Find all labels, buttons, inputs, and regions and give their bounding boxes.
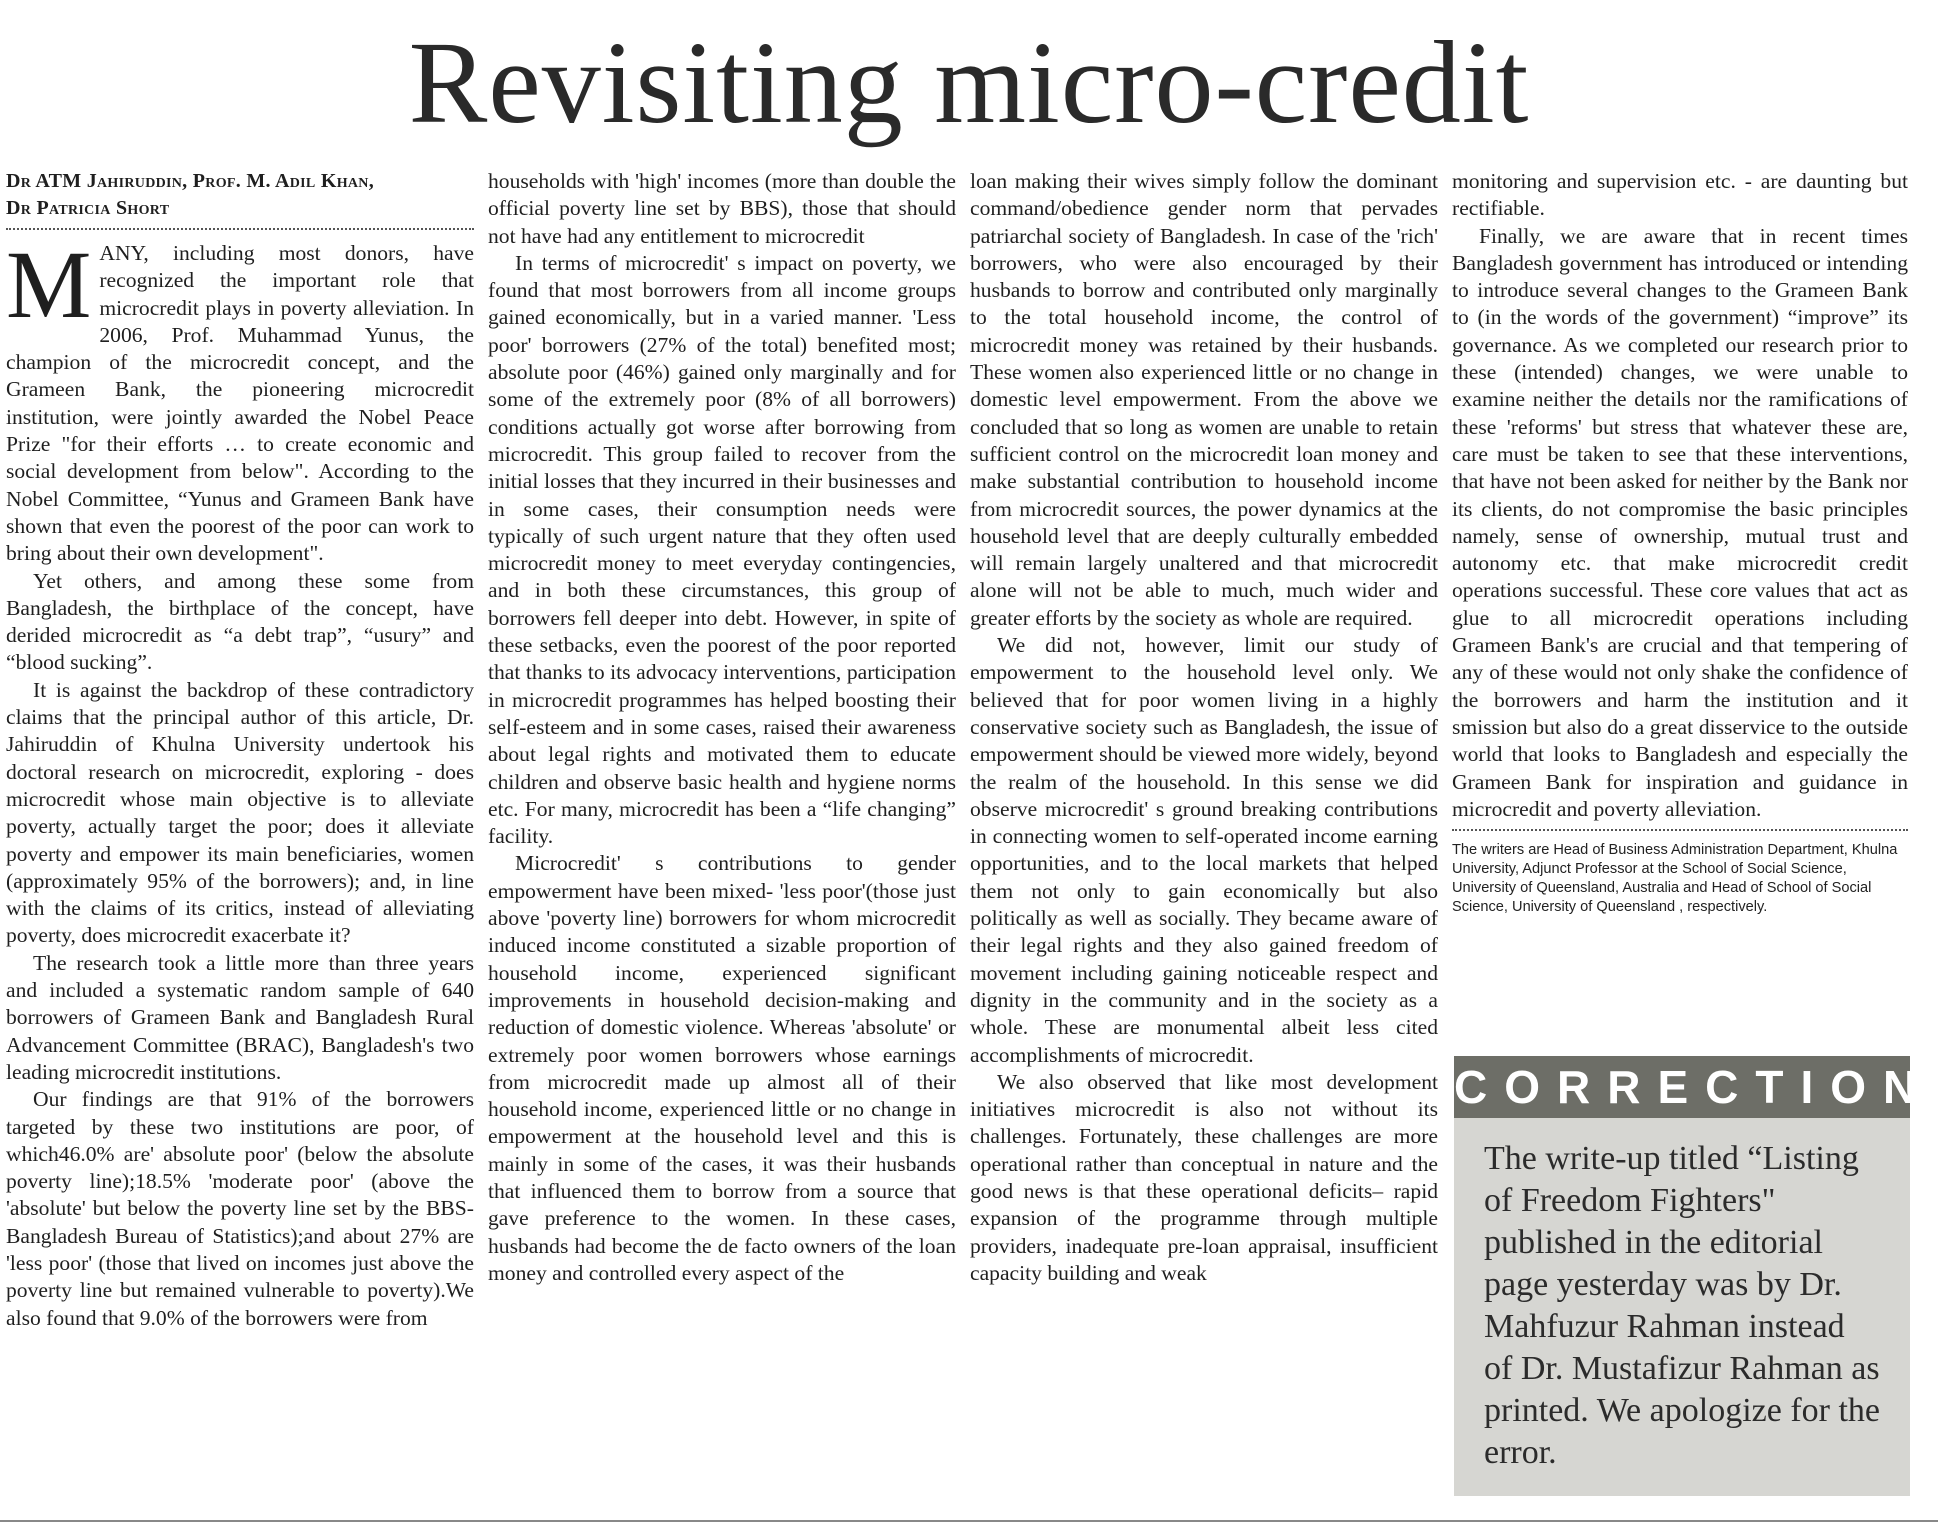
lead-paragraph <box>6 231 474 568</box>
article-column-2 <box>488 168 956 1287</box>
byline <box>6 168 474 222</box>
paragraph: Finally, we are aware that in recent times Bangladesh government has introduced or intending to introduce several changes to the Grameen Bank to (in the words of the government) “improve” its governance. As we completed our research prior to these (intended) changes, we were unable to examine neither the details nor the ramifications of these 'reforms' but stress that whatever these are, care must be taken to see that these interventions, that have not been asked for neither by the Bank nor its clients, do not compromise the basic principles namely, sense of ownership, mutual trust and autonomy etc. that make microcredit credit operations successful. These core values that act as glue to all microcredit operations including Grameen Bank's are crucial and that tempering of any of these would not only shake the confidence of the borrowers and harm the institution and it smission but also do a great disservice to the outside world that looks to Bangladesh and especially the Grameen Bank for inspiration and guidance in microcredit and poverty alleviation. <box>1452 223 1908 821</box>
drop-cap: M <box>6 231 92 338</box>
byline-line-1: Dr ATM Jahiruddin, Prof. M. Adil Khan, <box>6 170 375 192</box>
page-bottom-rule <box>0 1520 1938 1522</box>
correction-text: The write-up titled “Listing of Freedom Fighters" published in the editorial page yesterday was by Dr. Mahfuzur Rahman instead of Dr. Mustafizur Rahman as printed. We apologize for the error. <box>1484 1140 1880 1471</box>
article-column-1 <box>6 168 474 1332</box>
writers-note-divider <box>1452 829 1908 831</box>
lead-paragraph-text: ANY, including most donors, have recognized the important role that microcredit plays in poverty alleviation. In 2006, Prof. Muhammad Yunus, the champion of the microcredit concept, and the Grameen Bank, the pioneering microcredit institution, were jointly awarded the Nobel Peace Prize "for their efforts … to create economic and social development from below". According to the Nobel Committee, “Yunus and Grameen Bank have shown that even the poorest of the poor can work to bring about their own development". <box>6 241 474 566</box>
paragraph: loan making their wives simply follow the dominant command/obedience gender norm that pervades patriarchal society of Bangladesh. In case of the 'rich' borrowers, who were also encouraged by their husbands to borrow and contributed only marginally to the total household income, the control of microcredit money was retained by their husbands. These women also experienced little or no change in domestic level empowerment. From the above we concluded that so long as women are unable to retain sufficient control on the microcredit loan money and make substantial contribution to household income from microcredit sources, the power dynamics at the household level that are deeply culturally embedded will remain largely unaltered and that microcredit alone will not be able to much, much wider and greater efforts by the society as whole are required. <box>970 169 1438 630</box>
article-headline: Revisiting micro-credit <box>408 17 1530 148</box>
paragraph: households with 'high' incomes (more than double the official poverty line set by BBS), those that should not have had any entitlement to microcredit <box>488 169 956 248</box>
byline-divider <box>6 228 474 230</box>
byline-line-2: Dr Patricia Short <box>6 197 170 219</box>
article-column-3 <box>970 168 1438 1287</box>
paragraph: It is against the backdrop of these contradictory claims that the principal author of this article, Dr. Jahiruddin of Khulna University undertook his doctoral research on microcredit, exploring - does microcredit whose main objective is to alleviate poverty, actually target the poor; does it alleviate poverty and empower its main beneficiaries, women (approximately 95% of the borrowers); and, in line with the claims of its critics, instead of alleviating poverty, does microcredit exacerbate it? <box>6 677 474 948</box>
paragraph: Our findings are that 91% of the borrowers targeted by these two institutions are poor, of which46.0% are' absolute poor' (below the absolute poverty line);18.5% 'moderate poor' (above the 'absolute' but below the poverty line set by the BBS-Bangladesh Bureau of Statistics);and about 27% are 'less poor' (those that lived on incomes just above the poverty line but remained vulnerable to poverty).We also found that 9.0% of the borrowers were from <box>6 1087 474 1330</box>
paragraph: The research took a little more than three years and included a systematic random sample of 640 borrowers of Grameen Bank and Bangladesh Rural Advancement Committee (BRAC), Bangladesh's two leading microcredit institutions. <box>6 950 474 1084</box>
paragraph: We also observed that like most development initiatives microcredit is also not without its challenges. Fortunately, these challenges are more operational rather than conceptual in nature and the good news is that these operational deficits– rapid expansion of the programme through multiple providers, inadequate pre-loan appraisal, insufficient capacity building and weak <box>970 1069 1438 1285</box>
paragraph: Microcredit' s contributions to gender empowerment have been mixed- 'less poor'(those just above 'poverty line) borrowers for whom microcredit induced income constituted a sizable proportion of household income, experienced significant improvements in household decision-making and reduction of domestic violence. Whereas 'absolute' or extremely poor women borrowers whose earnings from microcredit made up almost all of their household income, experienced little or no change in empowerment at the household level and this is mainly in some of the cases, it was their husbands that influenced them to borrow from a source that gave preference to the women. In these cases, husbands had become the de facto owners of the loan money and controlled every aspect of the <box>488 851 956 1285</box>
correction-box <box>1454 1056 1934 1496</box>
article-column-4 <box>1452 168 1908 917</box>
paragraph: monitoring and supervision etc. - are daunting but rectifiable. <box>1452 169 1908 221</box>
paragraph: We did not, however, limit our study of empowerment to the household level only. We believed that for poor women living in a highly conservative society such as Bangladesh, the issue of empowerment should be viewed more widely, beyond the realm of the household. In this sense we did observe microcredit' s ground breaking contributions in connecting women to self-operated income earning opportunities, and to the local markets that helped them not only to gain economically but also politically as well as socially. They became aware of their legal rights and they also gained freedom of movement including gaining noticeable respect and dignity in the community and in the society as a whole. These are monumental albeit less cited accomplishments of microcredit. <box>970 633 1438 1067</box>
writers-note: The writers are Head of Business Administration Department, Khulna University, Adjunct Professor at the School of Social Science, University of Queensland, Australia and Head of School of Social Science, University of Queensland , respectively. <box>1452 842 1898 916</box>
paragraph: In terms of microcredit' s impact on poverty, we found that most borrowers from all income groups gained economically, but in a varied manner. 'Less poor' borrowers (27% of the total) benefited most; absolute poor (46%) gained only marginally and for some of the extremely poor (8% of all borrowers) conditions actually got worse after borrowing from microcredit. This group failed to recover from the initial losses that they incurred in their businesses and in some cases, their consumption needs were typically of such urgent nature that they often used microcredit money to meet everyday contingencies, and in both these circumstances, this group of borrowers fell deeper into debt. However, in spite of these setbacks, even the poorest of the poor reported that thanks to its advocacy interventions, participation in microcredit programmes has helped boosting their self-esteem and in some cases, raised their awareness about legal rights and motivated them to educate children and observe basic health and hygiene norms etc. For many, microcredit has been a “life changing” facility. <box>488 250 956 849</box>
paragraph: Yet others, and among these some from Bangladesh, the birthplace of the concept, have derided microcredit as “a debt trap”, “usury” and “blood sucking”. <box>6 568 474 675</box>
correction-heading: CORRECTION <box>1454 1056 1910 1118</box>
